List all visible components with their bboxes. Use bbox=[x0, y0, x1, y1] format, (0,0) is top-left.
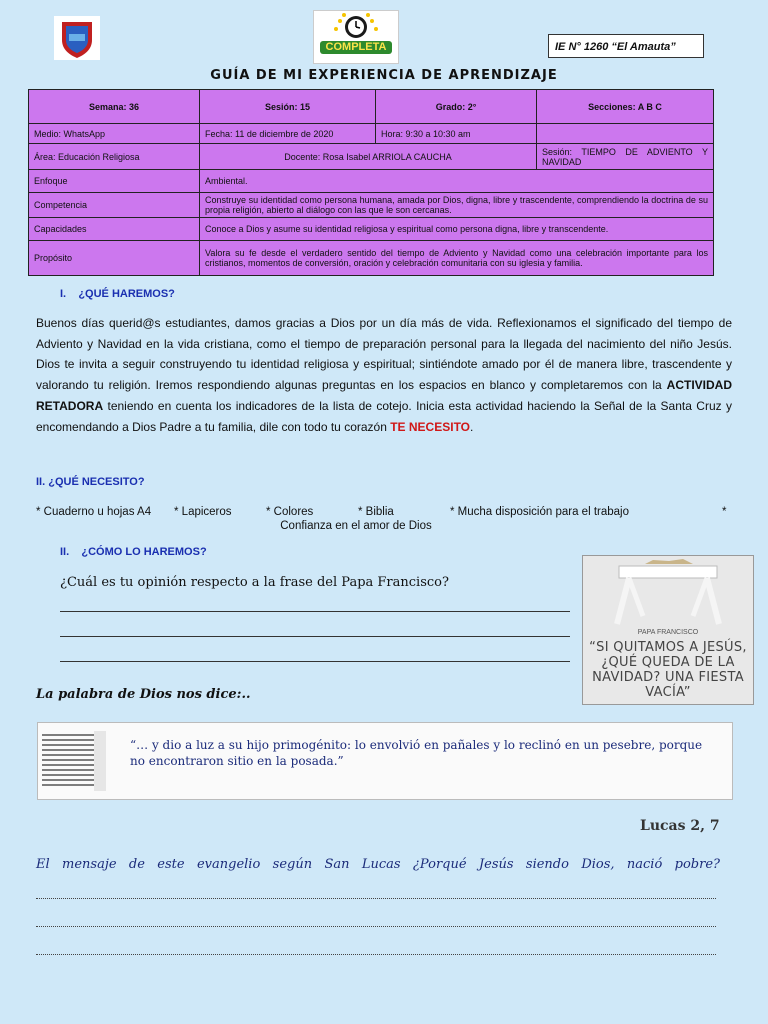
section-como-lo-haremos-heading: II. ¿CÓMO LO HAREMOS? bbox=[60, 546, 207, 558]
material-item: * Cuaderno u hojas A4 bbox=[36, 506, 152, 518]
answer-dotted-line[interactable] bbox=[36, 953, 716, 955]
fecha-cell: Fecha: 11 de diciembre de 2020 bbox=[200, 124, 376, 144]
intro-text-end: . bbox=[470, 419, 474, 434]
material-item: * Colores bbox=[266, 506, 314, 518]
empty-cell bbox=[537, 124, 714, 144]
spiral-notebook-icon bbox=[38, 729, 108, 793]
materials-list bbox=[36, 505, 736, 533]
session-info-table bbox=[28, 89, 714, 276]
palabra-de-dios-heading: La palabra de Dios nos dice:.. bbox=[36, 687, 251, 702]
answer-dotted-line[interactable] bbox=[36, 925, 716, 927]
bible-verse-text: “… y dio a luz a su hijo primogénito: lo envolvió en pañales y lo reclinó en un pesebre, porque no encontraron sitio en la posada.” bbox=[130, 738, 703, 768]
papa-caption: PAPA FRANCISCO bbox=[637, 629, 699, 636]
completa-logo-text: COMPLETA bbox=[325, 41, 387, 53]
te-necesito-text: TE NECESITO bbox=[390, 419, 471, 434]
bible-verse-note bbox=[37, 722, 733, 800]
capacidades-label: Capacidades bbox=[29, 218, 200, 241]
bible-reference: Lucas 2, 7 bbox=[640, 818, 720, 834]
intro-text-a: Buenos días querid@s estudiantes, damos gracias a Dios por un día más de vida. Reflexionamos el significado del tiempo de Adviento y Navidad en la vida cristiana, como el tiempo de preparación personal para la llegada del nacimiento del niño Jesús. Dios te invita a seguir construyendo tu identidad religiosa y espiritual; sintiéndote amado por él de manera libre, trascendente y valorando tu religión. Iremos respondiendo algunas preguntas en los espacios en blanco y completaremos con la bbox=[36, 316, 732, 393]
material-item: * Mucha disposición para el trabajo bbox=[450, 506, 629, 518]
competencia-label: Competencia bbox=[29, 193, 200, 218]
section-que-necesito-heading: II. ¿QUÉ NECESITO? bbox=[36, 476, 145, 488]
sesion-tema-cell: Sesión: TIEMPO DE ADVIENTO Y NAVIDAD bbox=[537, 144, 714, 170]
enfoque-label: Enfoque bbox=[29, 170, 200, 193]
enfoque-value: Ambiental. bbox=[200, 170, 714, 193]
answer-line[interactable] bbox=[60, 660, 570, 662]
competencia-value: Construye su identidad como persona humana, amada por Dios, digna, libre y trascendente, comprendiendo la doctrina de su propia religión, abierto al diálogo con las que le son cercanas. bbox=[200, 193, 714, 218]
completa-logo bbox=[313, 10, 399, 64]
answer-dotted-line[interactable] bbox=[36, 897, 716, 899]
material-item: * Biblia bbox=[358, 506, 394, 518]
actividad-retadora-text: ACTIVIDAD RETADORA bbox=[36, 378, 732, 413]
papa-quote-text: “SI QUITAMOS A JESÚS, ¿QUÉ QUEDA DE LA NAVIDAD? UNA FIESTA VACÍA” bbox=[589, 640, 747, 700]
papa-question: ¿Cuál es tu opinión respecto a la frase del Papa Francisco? bbox=[60, 575, 449, 590]
manger-icon bbox=[583, 556, 753, 626]
intro-paragraph bbox=[36, 313, 732, 437]
docente-cell: Docente: Rosa Isabel ARRIOLA CAUCHA bbox=[200, 144, 537, 170]
school-name-box: IE N° 1260 “El Amauta” bbox=[548, 34, 704, 58]
answer-line[interactable] bbox=[60, 635, 570, 637]
semana-cell: Semana: 36 bbox=[29, 90, 200, 124]
hora-cell: Hora: 9:30 a 10:30 am bbox=[376, 124, 537, 144]
area-cell: Área: Educación Religiosa bbox=[29, 144, 200, 170]
answer-line[interactable] bbox=[60, 610, 570, 612]
mensaje-question: El mensaje de este evangelio según San Lucas ¿Porqué Jesús siendo Dios, nació pobre? bbox=[36, 857, 720, 872]
school-shield-logo bbox=[54, 16, 100, 60]
intro-text-b: teniendo en cuenta los indicadores de la lista de cotejo. Inicia esta actividad haciendo la Señal de la Santa Cruz y encomendando a Dios Padre a tu familia, dile con todo tu corazón bbox=[36, 398, 732, 434]
medio-cell: Medio: WhatsApp bbox=[29, 124, 200, 144]
material-item-last: Confianza en el amor de Dios bbox=[280, 520, 432, 532]
secciones-cell: Secciones: A B C bbox=[537, 90, 714, 124]
section-que-haremos-heading: I. ¿QUÉ HAREMOS? bbox=[60, 288, 175, 300]
material-item: * Lapiceros bbox=[174, 506, 232, 518]
material-item: * bbox=[722, 506, 727, 518]
papa-francisco-quote-image bbox=[582, 555, 754, 705]
page-title: GUÍA DE MI EXPERIENCIA DE APRENDIZAJE bbox=[210, 68, 558, 83]
proposito-label: Propósito bbox=[29, 241, 200, 276]
grado-cell: Grado: 2° bbox=[376, 90, 537, 124]
capacidades-value: Conoce a Dios y asume su identidad religiosa y espiritual como persona digna, libre y transcendente. bbox=[200, 218, 714, 241]
sesion-cell: Sesión: 15 bbox=[200, 90, 376, 124]
proposito-value: Valora su fe desde el verdadero sentido del tiempo de Adviento y Navidad como una celebración importante para los cristianos, momentos de conversión, oración y celebración comunitaria con su iglesia y familia. bbox=[200, 241, 714, 276]
